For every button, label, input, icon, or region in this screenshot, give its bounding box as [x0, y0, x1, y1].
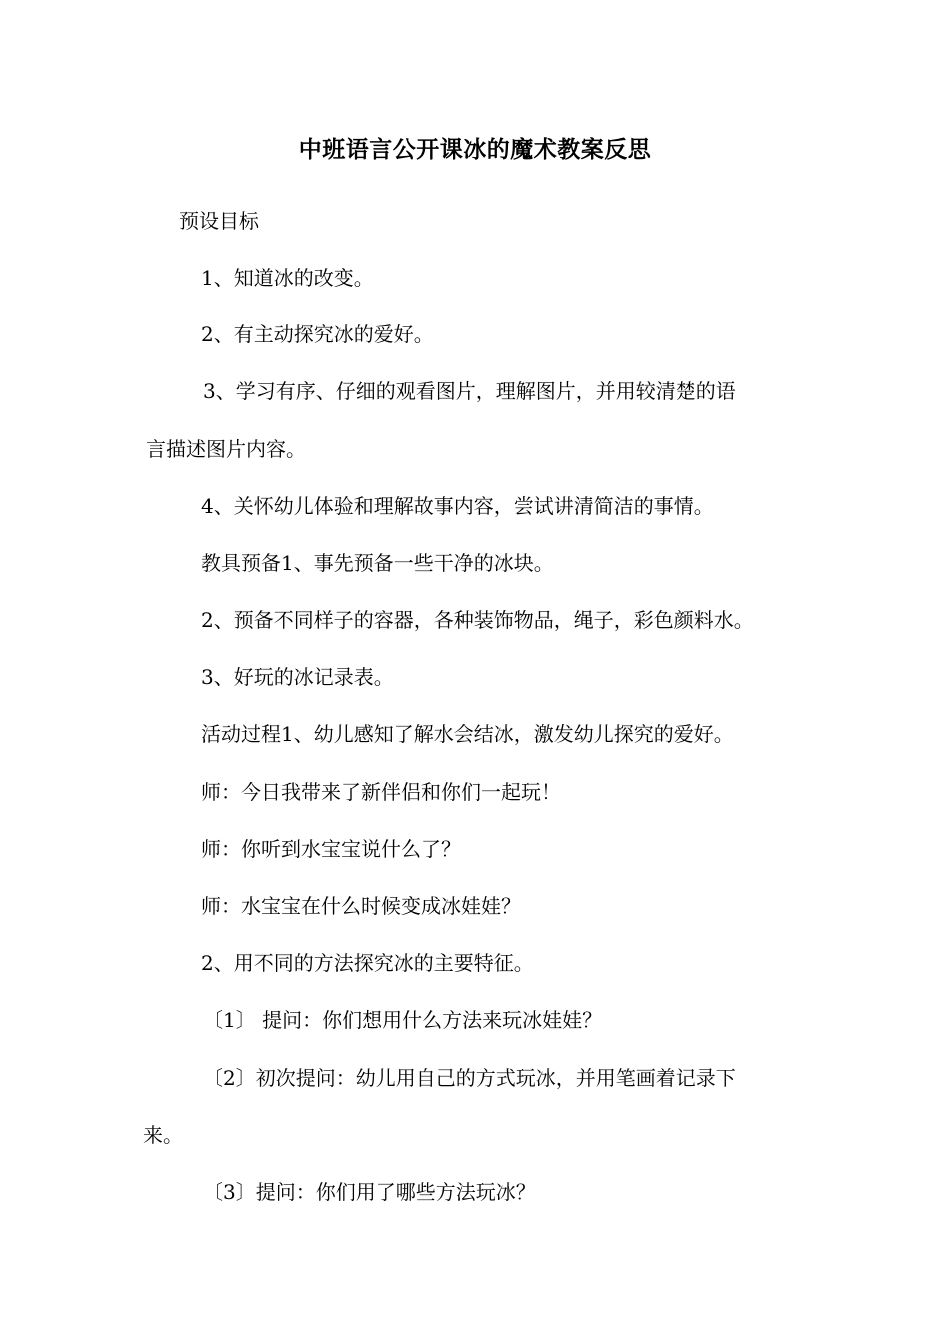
paragraph-line: 师：今日我带来了新伴侣和你们一起玩！	[201, 780, 561, 804]
paragraph-line: 〔2〕初次提问：幼儿用自己的方式玩冰，并用笔画着记录下	[203, 1066, 736, 1090]
paragraph-line: 师：水宝宝在什么时候变成冰娃娃？	[201, 894, 521, 918]
paragraph-line: 3、好玩的冰记录表。	[201, 665, 394, 689]
paragraph-line: 3、学习有序、仔细的观看图片，理解图片，并用较清楚的语	[203, 379, 736, 403]
paragraph-line: 〔3〕提问：你们用了哪些方法玩冰？	[203, 1180, 536, 1204]
paragraph-line: 2、有主动探究冰的爱好。	[201, 322, 434, 346]
paragraph-line: 1、知道冰的改变。	[201, 266, 374, 290]
paragraph-line: 来。	[143, 1123, 183, 1147]
paragraph-line: 4、关怀幼儿体验和理解故事内容，尝试讲清简洁的事情。	[201, 494, 714, 518]
paragraph-line: 〔1〕 提问：你们想用什么方法来玩冰娃娃？	[203, 1008, 603, 1032]
document-title: 中班语言公开课冰的魔术教案反思	[298, 136, 652, 163]
paragraph-line: 言描述图片内容。	[146, 437, 306, 461]
paragraph-line: 教具预备1、事先预备一些干净的冰块。	[201, 551, 554, 575]
paragraph-line: 预设目标	[179, 209, 259, 233]
paragraph-line: 活动过程1、幼儿感知了解水会结冰，激发幼儿探究的爱好。	[201, 722, 734, 746]
paragraph-line: 2、用不同的方法探究冰的主要特征。	[201, 951, 534, 975]
paragraph-line: 师：你听到水宝宝说什么了？	[201, 837, 461, 861]
paragraph-line: 2、预备不同样子的容器，各种装饰物品，绳子，彩色颜料水。	[201, 608, 754, 632]
